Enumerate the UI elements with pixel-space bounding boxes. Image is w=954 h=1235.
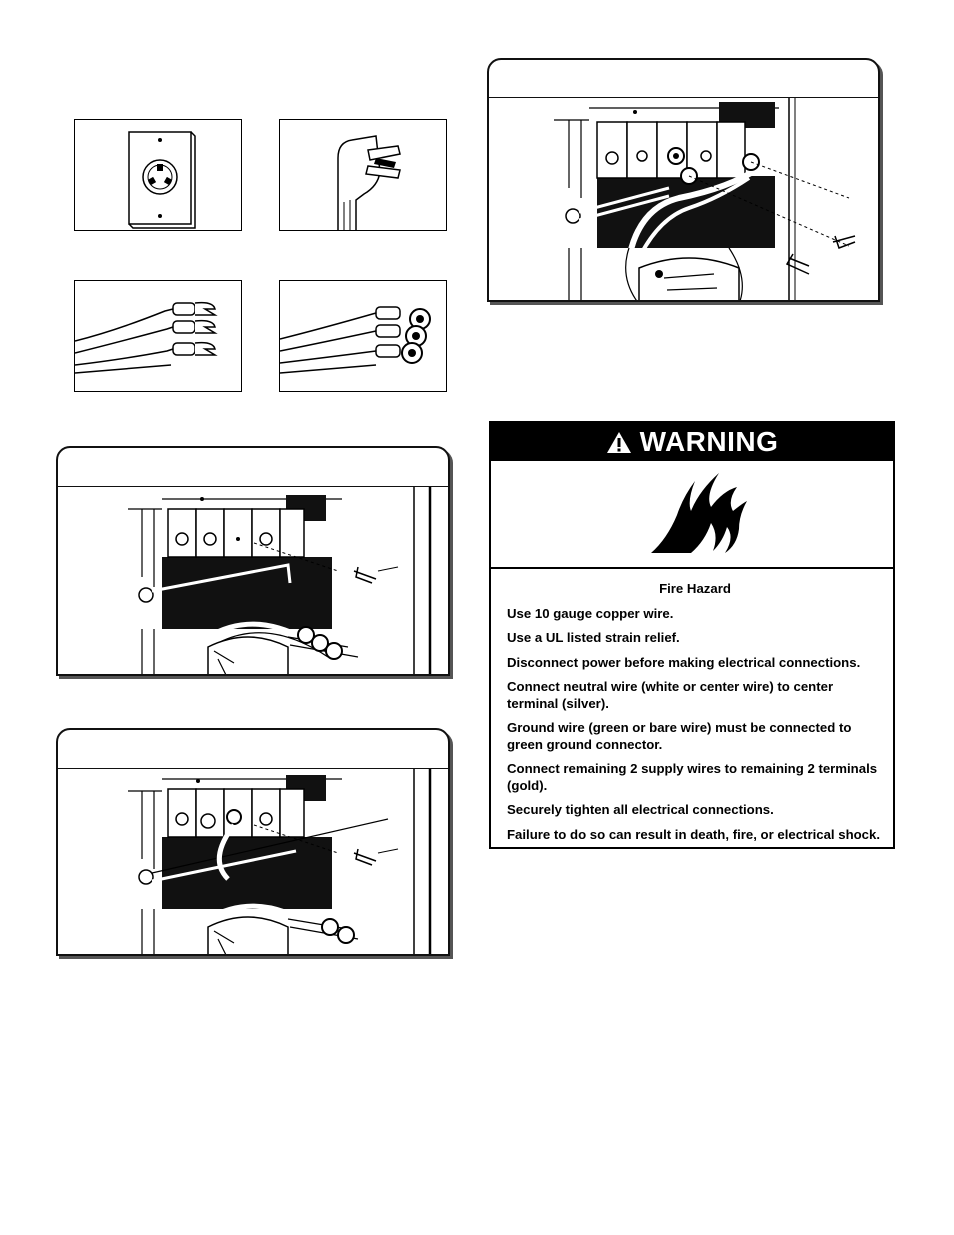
terminal-block-illustration-2 xyxy=(58,487,450,676)
figure-terminal-block-top xyxy=(487,58,880,302)
instruction-line: Ground wire (green or bare wire) must be connected to green ground connector. xyxy=(507,720,852,752)
warning-title: WARNING xyxy=(639,426,779,457)
ring-wires-illustration xyxy=(280,281,447,392)
fire-hazard-symbol-area xyxy=(491,461,893,569)
spade-wires-illustration xyxy=(75,281,242,392)
instruction-line: Connect neutral wire (white or center wire) to center terminal (silver). xyxy=(507,679,834,711)
plug-illustration xyxy=(280,120,447,231)
receptacle-illustration xyxy=(75,120,242,231)
hazard-title: Fire Hazard xyxy=(659,581,731,596)
instruction-line: Securely tighten all electrical connections. xyxy=(507,802,774,817)
warning-box xyxy=(489,421,895,849)
instruction-line: Connect remaining 2 supply wires to remaining 2 terminals (gold). xyxy=(507,761,878,793)
warning-triangle-icon xyxy=(606,431,632,454)
figure-terminal-block-middle xyxy=(56,446,450,676)
figure-ring-terminals xyxy=(279,280,447,392)
instruction-line: Disconnect power before making electrical connections. xyxy=(507,654,861,670)
figure-spade-terminals xyxy=(74,280,242,392)
warning-text xyxy=(507,581,883,851)
terminal-block-illustration-1 xyxy=(489,98,880,302)
instruction-line: Use 10 gauge copper wire. xyxy=(507,605,674,621)
terminal-block-illustration-3 xyxy=(58,769,450,956)
instruction-line: Failure to do so can result in death, fire, or electrical shock. xyxy=(507,826,881,842)
warning-header xyxy=(491,423,893,461)
instruction-line: Use a UL listed strain relief. xyxy=(507,630,680,645)
figure-terminal-block-bottom xyxy=(56,728,450,956)
fire-icon xyxy=(491,461,893,567)
figure-receptacle xyxy=(74,119,242,231)
figure-plug xyxy=(279,119,447,231)
